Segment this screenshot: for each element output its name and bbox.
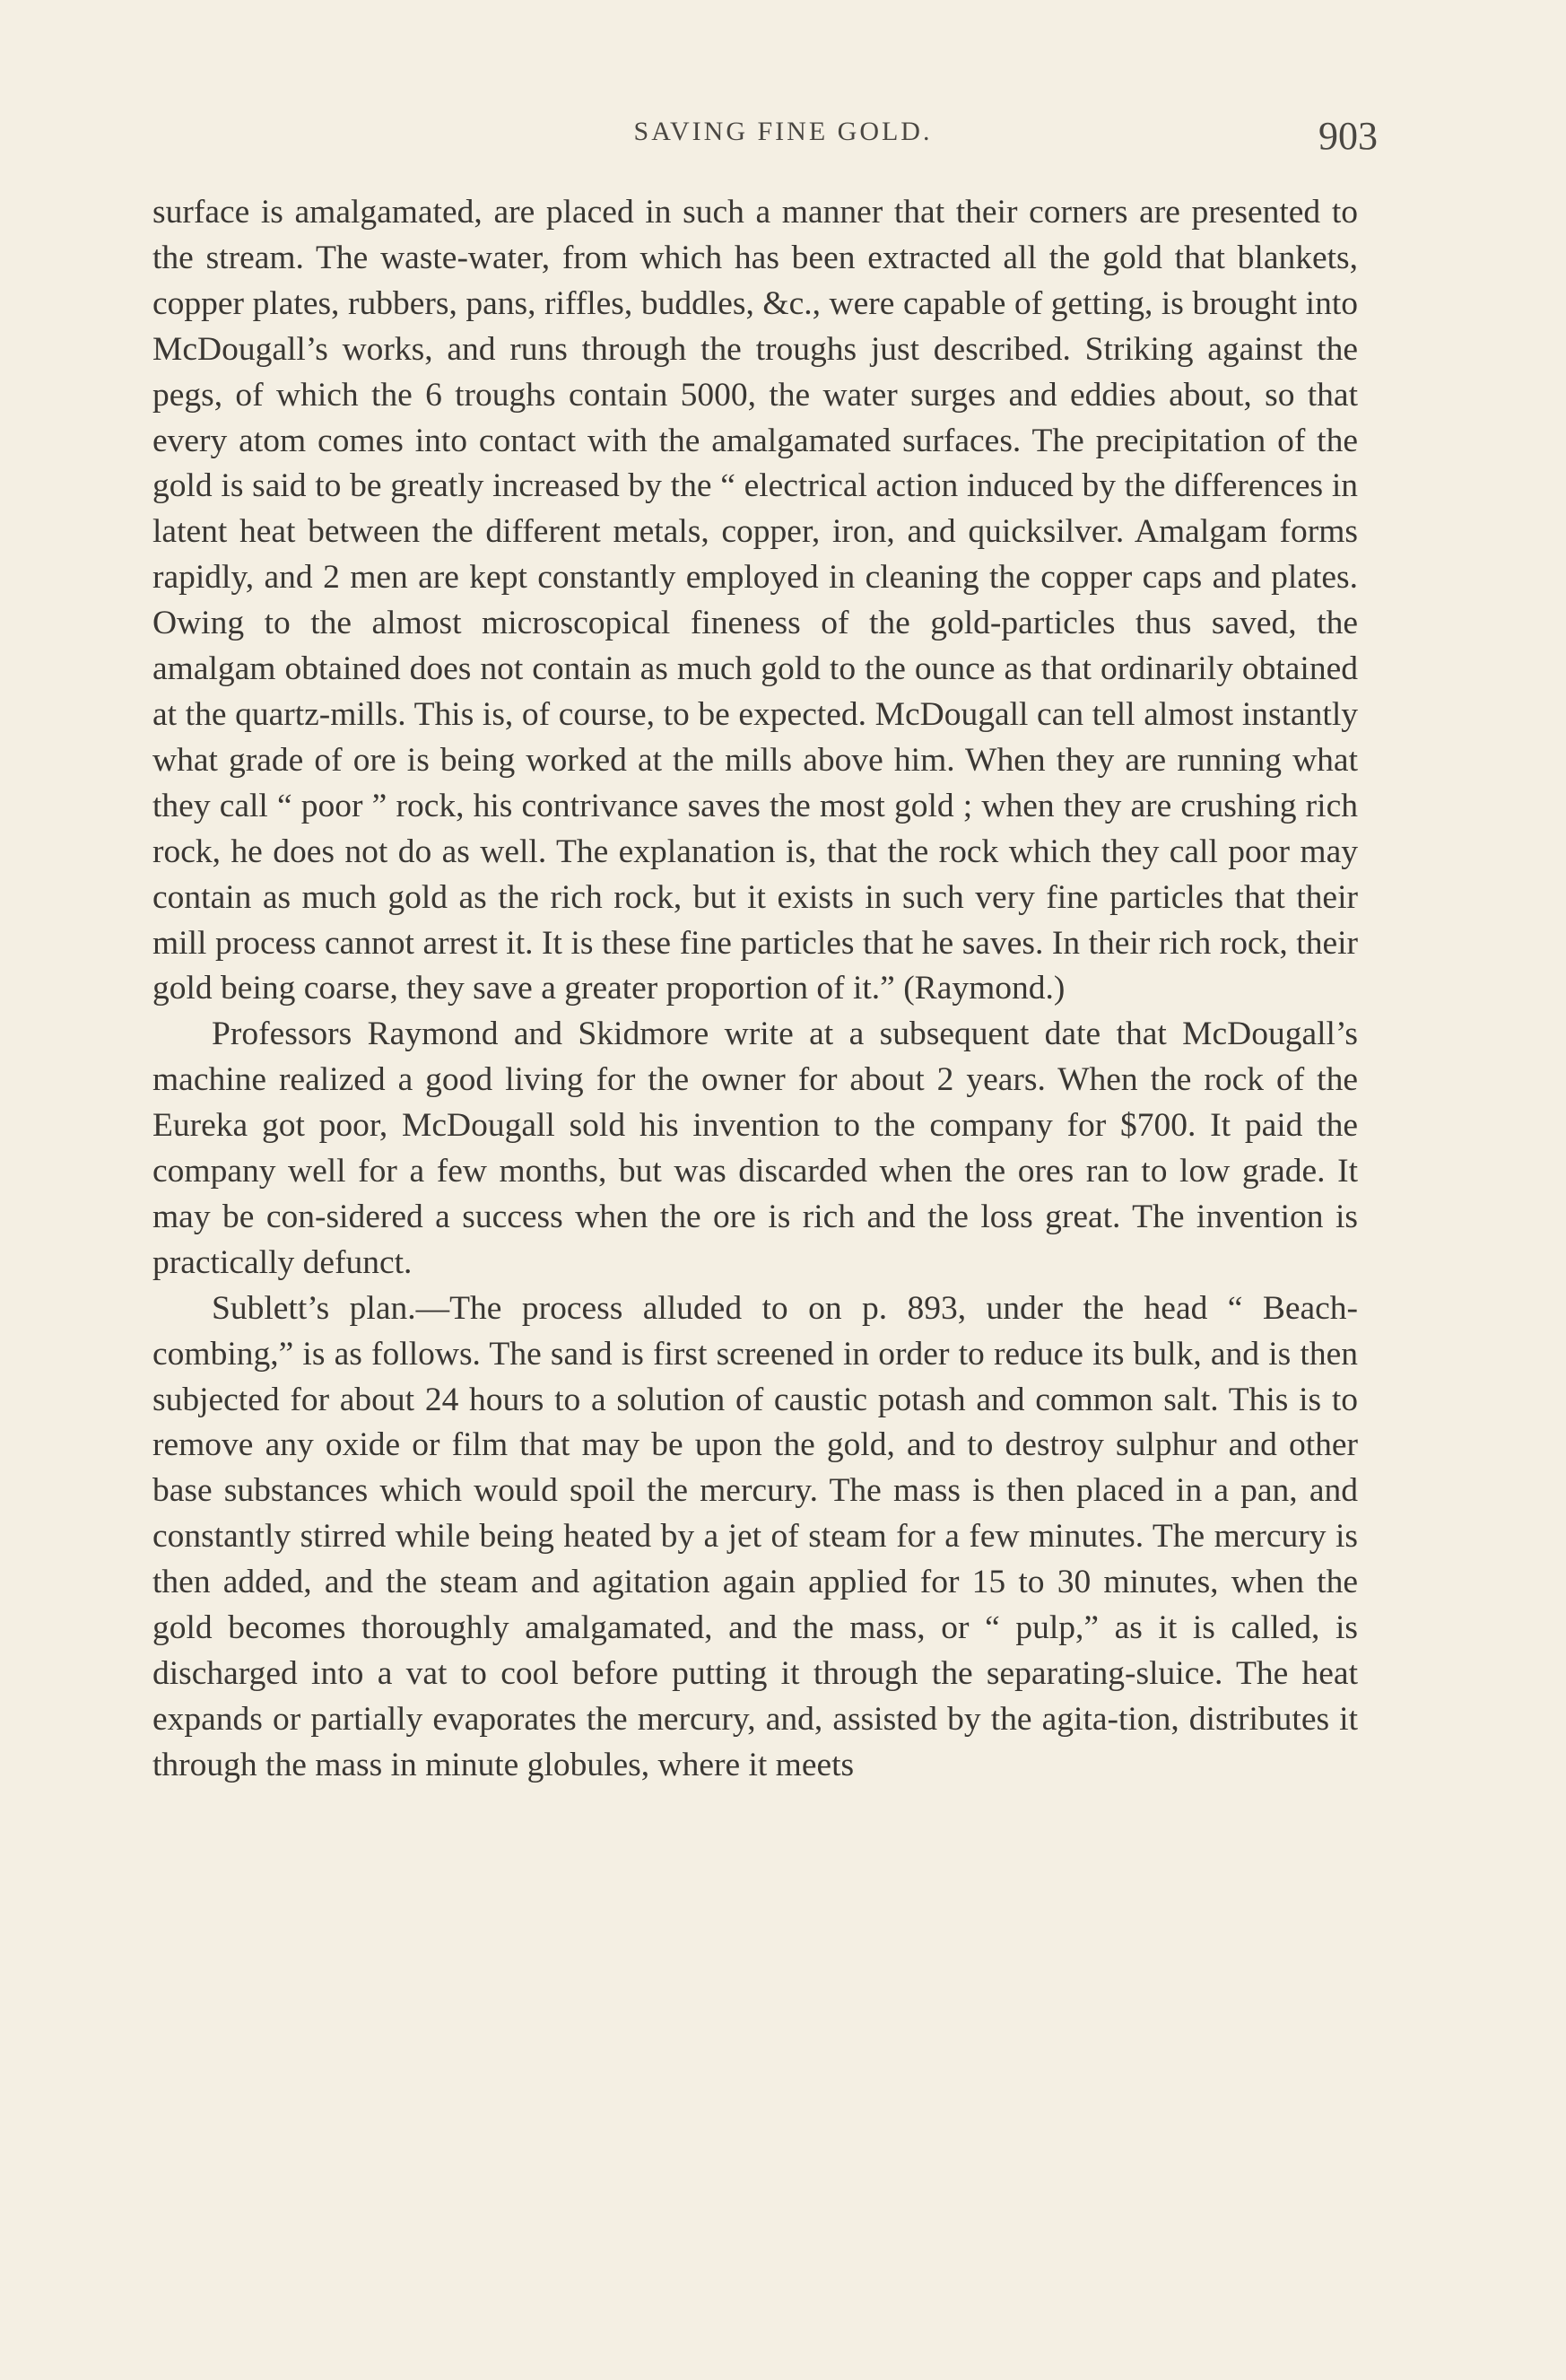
page-number: 903 [1318, 114, 1378, 158]
running-title: SAVING FINE GOLD. [633, 117, 933, 146]
paragraph-subletts-plan: Sublett’s plan.—The process alluded to on p. 893, under the head “ Beach-combing,” is as follows. The sand is first screened in order to reduce its bulk, and is then subjected for about 24 hours to a solution of caustic potash and common salt. This is to remove any oxide or film that may be upon the gold, and to destroy sulphur and other base substances which would spoil the mercury. The mass is then placed in a pan, and constantly stirred while being heated by a jet of steam for a few minutes. The mercury is then added, and the steam and agitation again applied for 15 to 30 minutes, when the gold becomes thoroughly amalgamated, and the mass, or “ pulp,” as it is called, is discharged into a vat to cool before putting it through the separating-sluice. The heat expands or partially evaporates the mercury, and, assisted by the agita-tion, distributes it through the mass in minute globules, where it meets [152, 1289, 1358, 1783]
paragraph-continuation: surface is amalgamated, are placed in such a manner that their corners are presented to the stream. The waste-water, from which has been extracted all the gold that blankets, copper plates, rubbers, pans, riffles, buddles, &c., were capable of getting, is brought into McDougall’s works, and runs through the troughs just described. Striking against the pegs, of which the 6 troughs contain 5000, the water surges and eddies about, so that every atom comes into contact with the amalgamated surfaces. The precipitation of the gold is said to be greatly increased by the “ electrical action induced by the differences in latent heat between the different metals, copper, iron, and quicksilver. Amalgam forms rapidly, and 2 men are kept constantly employed in cleaning the copper caps and plates. Owing to the almost microscopical fineness of the gold-particles thus saved, the amalgam obtained does not contain as much gold to the ounce as that ordinarily obtained at the quartz-mills. This is, of course, to be expected. McDougall can tell almost instantly what grade of ore is being worked at the mills above him. When they are running what they call “ poor ” rock, his contrivance saves the most gold ; when they are crushing rich rock, he does not do as well. The explanation is, that the rock which they call poor may contain as much gold as the rich rock, but it exists in such very fine particles that their mill process cannot arrest it. It is these fine particles that he saves. In their rich rock, their gold being coarse, they save a greater proportion of it.” (Raymond.) [152, 194, 1358, 1007]
body-text [152, 190, 1358, 1789]
running-head [0, 114, 1566, 170]
paragraph-raymond-skidmore: Professors Raymond and Skidmore write at a subsequent date that McDougall’s machine realized a good living for the owner for about 2 years. When the rock of the Eureka got poor, McDougall sold his invention to the company for $700. It paid the company well for a few months, but was discarded when the ores ran to low grade. It may be con-sidered a success when the ore is rich and the loss great. The invention is practically defunct. [152, 1016, 1358, 1281]
